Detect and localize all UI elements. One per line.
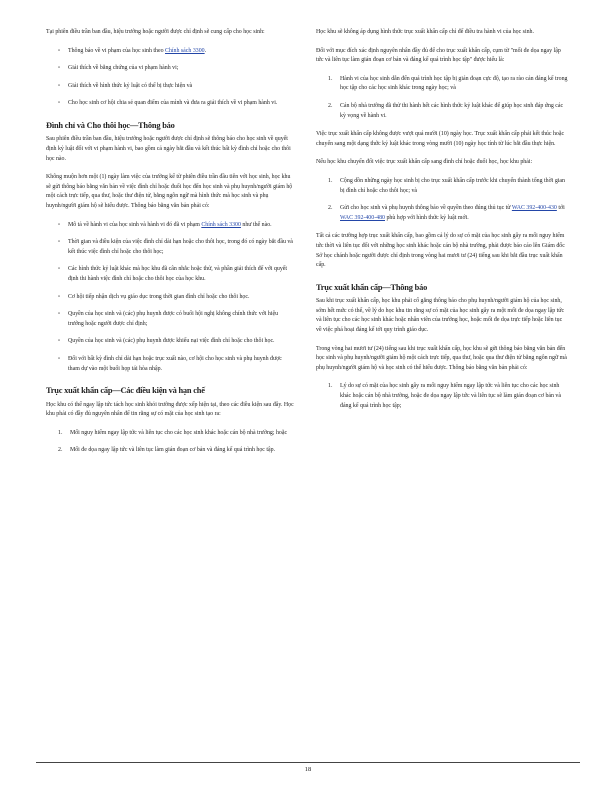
- wac-link[interactable]: WAC 392-400-430: [511, 205, 557, 212]
- bullet-text: .: [204, 47, 207, 54]
- wac-link[interactable]: WAC 392-400-480: [340, 214, 385, 221]
- bullet-item: [46, 82, 294, 92]
- bullet-marker-icon: ▫: [58, 82, 61, 89]
- numbered-item: [46, 429, 294, 439]
- bullet-text: Đối với bất kỳ đình chỉ dài hạn hoặc trục xuất nào, cơ hội cho học sinh và phụ huynh được tham dự vào một buổi họp tái hòa nhập.: [68, 355, 282, 372]
- bullet-item: [46, 265, 294, 284]
- item-number: 2.: [328, 205, 333, 212]
- bullet-text: như thế nào.: [240, 221, 272, 228]
- item-number: 1.: [328, 75, 333, 82]
- bullet-text: Các hình thức kỷ luật khác mà học khu đã cân nhắc hoặc thử, và phần giải thích để với quyết định thi hành việc đình chỉ hoặc cho thôi học của học khu.: [68, 266, 288, 282]
- emergency-numbered-list: [46, 429, 294, 456]
- purpose-paragraph: Đối với mục đích xác định nguyên nhân đầy đủ để cho trục xuất khẩn cấp, cụm từ "mối đe dọa ngay lập tức và liên tục làm gián đoạn cơ bản và đáng kể quá trình học tập" được hiểu là:: [316, 47, 561, 64]
- suspension-paragraph-1: Sau phiên điều trần ban đầu, hiệu trưởng hoặc người được chỉ định sẽ thông báo cho học sinh về quyết định kỷ luật đối với vi phạm hành vi, bao gồm cả ngày bắt đầu và kết thúc bất kỳ đình chỉ hoặc cho thôi học nào.: [46, 136, 291, 162]
- bullet-marker-icon: ▫: [58, 338, 61, 345]
- notice-paragraph-1: Sau khi trục xuất khẩn cấp, học khu phải cố gắng thông báo cho phụ huynh/người giám hộ của học sinh, sớm hết mức có thể, về lý do học khu tin rằng sự có mặt của học sinh gây ra một mối đe dọa ngay lập tức và liên tục cho các học sinh khác hoặc nhân viên của trường học, hoặc mối đe dọa trực tiếp hoặc liên tục về việc phá hoại đáng kể tới quy trình giáo dục.: [316, 298, 565, 333]
- bullet-marker-icon: ▫: [58, 355, 61, 362]
- item-number: 1.: [328, 177, 333, 184]
- item-text: Gửi cho học sinh và phụ huynh thông báo về quyền theo đúng thủ tục từ: [340, 205, 512, 212]
- page-number: 18: [304, 766, 312, 773]
- bullet-text: Thời gian và điều kiện của việc đình chỉ dài hạn hoặc cho thôi học, trong đó có ngày bắt đầu và kết thúc việc đình chỉ hoặc cho thôi học;: [68, 239, 293, 255]
- bullet-item: [46, 310, 294, 329]
- policy-link[interactable]: Chính sách 3300: [201, 221, 241, 228]
- bullet-marker-icon: ▫: [58, 47, 61, 54]
- numbered-item: [316, 204, 568, 223]
- item-number: 2.: [58, 447, 63, 454]
- item-text: phù hợp với hình thức kỷ luật mới.: [385, 214, 469, 221]
- numbered-item: [46, 446, 294, 456]
- bullet-marker-icon: ▫: [58, 311, 61, 318]
- continuation-paragraph: Học khu sẽ không áp dụng hình thức trục xuất khẩn cấp chỉ để điều tra hành vi của học sinh.: [316, 29, 534, 35]
- suspension-bullet-list: [46, 221, 294, 375]
- intro-bullet-list: [46, 47, 294, 109]
- item-text: Mối đe dọa ngay lập tức và liên tục làm gián đoạn cơ bản và đáng kể quá trình học tập.: [70, 447, 276, 454]
- right-column: [316, 28, 568, 420]
- item-text: Cán bộ nhà trường đã thử thi hành hết các hình thức kỷ luật khác để giúp học sinh đáp ứng các kỳ vọng về hành vi.: [340, 102, 564, 119]
- bullet-marker-icon: ▫: [58, 100, 61, 107]
- bullet-text: Thông báo về vi phạm của học sinh theo: [68, 47, 166, 54]
- left-column: [46, 28, 294, 465]
- suspension-paragraph-2: Không muộn hơn một (1) ngày làm việc của trường kể từ phiên điều trần đầu tiên với học sinh, học khu sẽ gửi thông báo bằng văn bản về việc đình chỉ hoặc đuổi học đến học sinh và phụ huynh/người giám hộ một cách trực tiếp, qua thư, hoặc thư điện tử, bằng ngôn ngữ mà hình thức mà học sinh và phụ huynh/người giám hộ sẽ hiểu được. Thông báo bằng văn bản phải có:: [46, 174, 293, 210]
- bullet-item: [46, 355, 294, 374]
- bullet-item: [46, 337, 294, 347]
- item-text: Hành vi của học sinh dẫn đến quá trình học tập bị gián đoạn cực độ, tạo ra rào cản đáng kể trong học tập cho các học sinh khác trong ngày học; và: [340, 75, 568, 92]
- bullet-text: Mô tả về hành vi của học sinh và hành vi đó đã vi phạm: [68, 221, 202, 228]
- heading-emergency-notice: Trục xuất khẩn cấp—Thông báo: [316, 282, 428, 292]
- bullet-item: [46, 221, 294, 231]
- item-text: Cộng dồn những ngày học sinh bị cho trục xuất khẩn cấp trước khi chuyển thành tổng thời gian bị đình chỉ hoặc cho thôi học; và: [340, 177, 565, 194]
- notice-numbered-list: [316, 382, 568, 411]
- heading-emergency-conditions: Trục xuất khẩn cấp—Các điều kiện và hạn chế: [46, 386, 205, 396]
- item-number: 1.: [58, 429, 63, 436]
- numbered-item: [316, 75, 568, 94]
- bullet-text: Giải thích về bằng chứng của vi phạm hành vi;: [68, 65, 179, 72]
- heading-suspension-notice: Đình chỉ và Cho thôi học—Thông báo: [46, 120, 175, 130]
- footer-rule: [36, 762, 580, 763]
- bullet-marker-icon: ▫: [58, 293, 61, 300]
- bullet-item: [46, 47, 294, 57]
- numbered-item: [316, 102, 568, 121]
- bullet-item: [46, 64, 294, 74]
- item-text: Lý do sự có mặt của học sinh gây ra mối nguy hiểm ngay lập tức và liên tục cho các học sinh khác hoặc cán bộ nhà trường, hoặc đe dọa ngay lập tức và liên tục sẽ làm gián đoạn cơ bản và đáng kể quá trình học tập;: [340, 383, 561, 409]
- item-number: 1.: [328, 383, 333, 390]
- bullet-text: Quyền của học sinh và (các) phụ huynh được có buổi hội nghị không chính thức với hiệu trưởng hoặc người được chỉ định;: [68, 311, 279, 327]
- bullet-text: Cho học sinh cơ hội chia sẻ quan điểm của mình và đưa ra giải thích về vi phạm hành vi.: [68, 100, 278, 107]
- bullet-text: Cơ hội tiếp nhận dịch vụ giáo dục trong thời gian đình chỉ hoặc cho thôi học.: [68, 293, 250, 300]
- item-number: 2.: [328, 102, 333, 109]
- emergency-paragraph: Học khu có thể ngay lập tức tách học sinh khỏi trường được xếp hiện tại, theo các điều kiện sau đây. Học khu phải có đầy đủ nguyên nhân để tin rằng sự có mặt của học sinh tạo ra:: [46, 401, 294, 418]
- item-text: Mối nguy hiểm ngay lập tức và liên tục cho các học sinh khác hoặc cán bộ nhà trường; hoặc: [70, 429, 288, 436]
- notice-paragraph-2: Trong vòng hai mươi tư (24) tiếng sau khi trục xuất khẩn cấp, học khu sẽ gửi thông báo bằng văn bản đến học sinh và phụ huynh/người giám hộ một cách trực tiếp, qua thư, hoặc qua thư điện tử bằng ngôn ngữ mà phụ huynh/người giám hộ và học sinh có thể hiểu được. Thông báo bằng văn bản phải có:: [316, 345, 567, 371]
- bullet-item: [46, 293, 294, 303]
- bullet-marker-icon: ▫: [58, 239, 61, 246]
- limit-paragraph: Việc trục xuất khẩn cấp không được vượt quá mười (10) ngày học. Trục xuất khẩn cấp phải kết thúc hoặc chuyển sang một dạng thức kỷ luật khác trong vòng mười (10) ngày học tính từ lúc bắt đầu thực hiện.: [316, 131, 565, 147]
- bullet-marker-icon: ▫: [58, 221, 61, 228]
- item-text: tới: [556, 205, 565, 212]
- intro-paragraph: Tại phiên điều trần ban đầu, hiệu trưởng hoặc người được chỉ định sẽ cung cấp cho học sinh:: [46, 29, 265, 35]
- numbered-item: [316, 177, 568, 196]
- bullet-item: [46, 99, 294, 109]
- numbered-item: [316, 382, 568, 411]
- bullet-text: Giải thích về hình thức kỷ luật có thể bị thực hiện và: [68, 82, 193, 89]
- convert-numbered-list: [316, 177, 568, 223]
- report-paragraph: Tất cả các trường hợp trục xuất khẩn cấp, bao gồm cả lý do sự có mặt của học sinh gây ra mối nguy hiểm tức thời và liên tục đối với những học sinh khác hoặc cán bộ nhà trường, phải được báo cáo lên Giám đốc Sở học chánh hoặc người được chỉ định trong vòng hai mươi tư (24) tiếng sau khi bắt đầu trục xuất khẩn cấp.: [316, 233, 565, 269]
- bullet-text: Quyền của học sinh và (các) phụ huynh được khiếu nại việc đình chỉ hoặc cho thôi học.: [68, 338, 275, 345]
- policy-link[interactable]: Chính sách 3300: [165, 47, 205, 54]
- purpose-numbered-list: [316, 75, 568, 121]
- bullet-marker-icon: ▫: [58, 65, 61, 72]
- bullet-item: [46, 238, 294, 257]
- convert-paragraph: Nếu học khu chuyển đổi việc trục xuất khẩn cấp sang đình chỉ hoặc đuổi học, học khu phải:: [316, 159, 533, 166]
- bullet-marker-icon: ▫: [58, 266, 61, 273]
